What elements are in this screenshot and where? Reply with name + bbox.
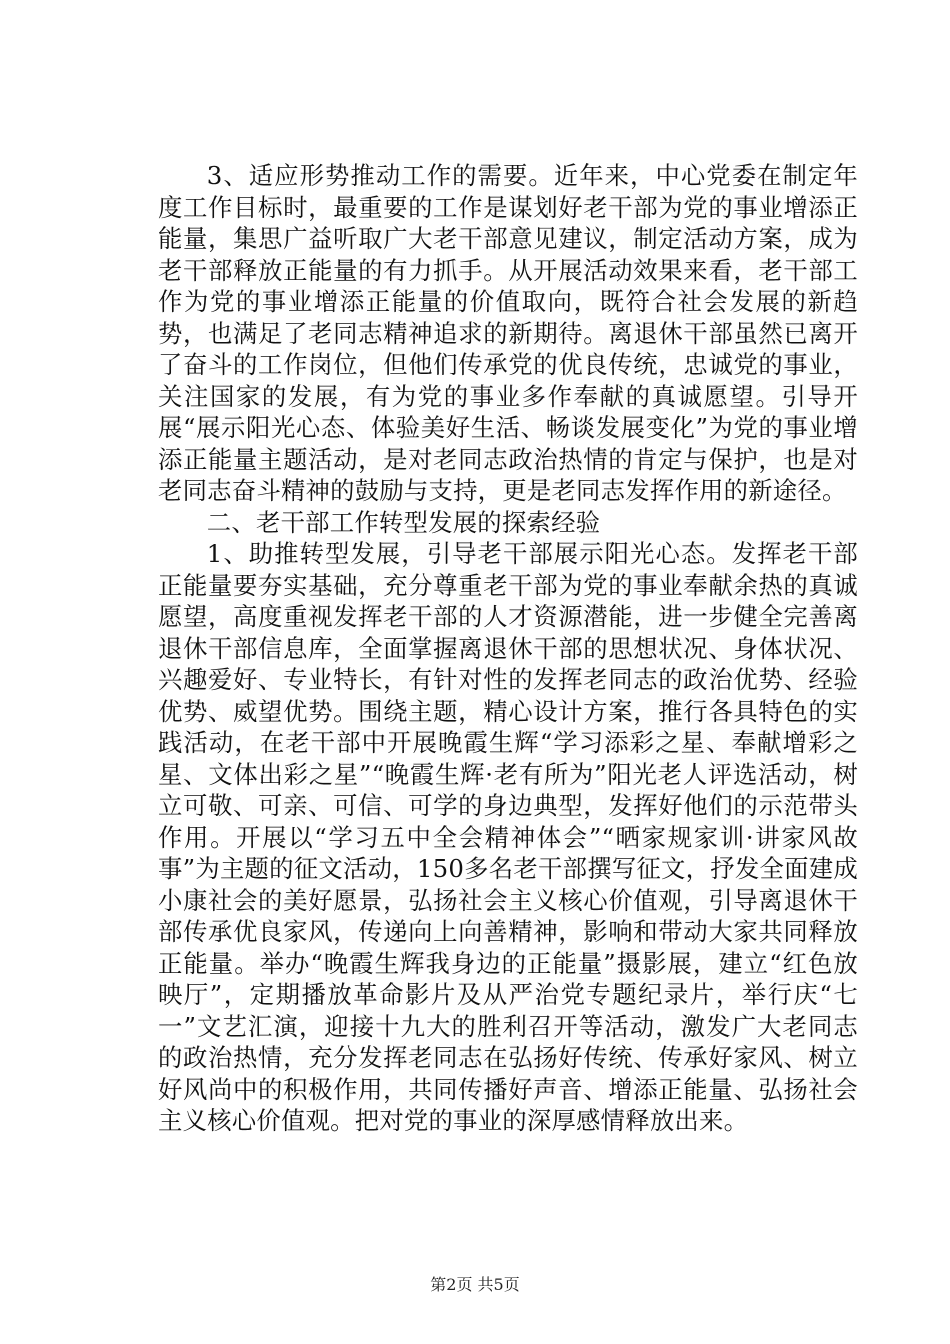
paragraph-section-2-item-1: 1、助推转型发展，引导老干部展示阳光心态。发挥老干部正能量要夯实基础，充分尊重老干部为党的事业奉献余热的真诚愿望，高度重视发挥老干部的人才资源潜能，进一步健全完善离退休干部信息库，全面掌握离退休干部的思想状况、身体状况、兴趣爱好、专业特长，有针对性的发挥老同志的政治优势、经验优势、威望优势。围绕主题，精心设计方案，推行各具特色的实践活动，在老干部中开展晚霞生辉“学习添彩之星、奉献增彩之星、文体出彩之星”“晚霞生辉·老有所为”阳光老人评选活动，树立可敬、可亲、可信、可学的身边典型，发挥好他们的示范带头作用。开展以“学习五中全会精神体会”“晒家规家训·讲家风故事”为主题的征文活动，150多名老干部撰写征文，抒发全面建成小康社会的美好愿景，弘扬社会主义核心价值观，引导离退休干部传承优良家风，传递向上向善精神，影响和带动大家共同释放正能量。举办“晚霞生辉我身边的正能量”摄影展，建立“红色放映厅”，定期播放革命影片及从严治党专题纪录片，举行庆“七一”文艺汇演，迎接十九大的胜利召开等活动，激发广大老同志的政治热情，充分发挥老同志在弘扬好传统、传承好家风、树立好风尚中的积极作用，共同传播好声音、增添正能量、弘扬社会主义核心价值观。把对党的事业的深厚感情释放出来。 (158, 539, 858, 1135)
page-total: 共5页 (477, 1275, 520, 1294)
page-footer (0, 1272, 950, 1295)
paragraph-section-1-item-3: 3、适应形势推动工作的需要。近年来，中心党委在制定年度工作目标时，最重要的工作是谋划好老干部为党的事业增添正能量，集思广益听取广大老干部意见建议，制定活动方案，成为老干部释放正能量的有力抓手。从开展活动效果来看，老干部工作为党的事业增添正能量的价值取向，既符合社会发展的新趋势，也满足了老同志精神追求的新期待。离退休干部虽然已离开了奋斗的工作岗位，但他们传承党的优良传统，忠诚党的事业，关注国家的发展，有为党的事业多作奉献的真诚愿望。引导开展“展示阳光心态、体验美好生活、畅谈发展变化”为党的事业增添正能量主题活动，是对老同志政治热情的肯定与保护，也是对老同志奋斗精神的鼓励与支持，更是老同志发挥作用的新途径。 (158, 161, 858, 505)
section-heading-2: 二、老干部工作转型发展的探索经验 (206, 507, 601, 537)
page-number: 第2页 (430, 1275, 473, 1294)
document-body (158, 160, 858, 1137)
